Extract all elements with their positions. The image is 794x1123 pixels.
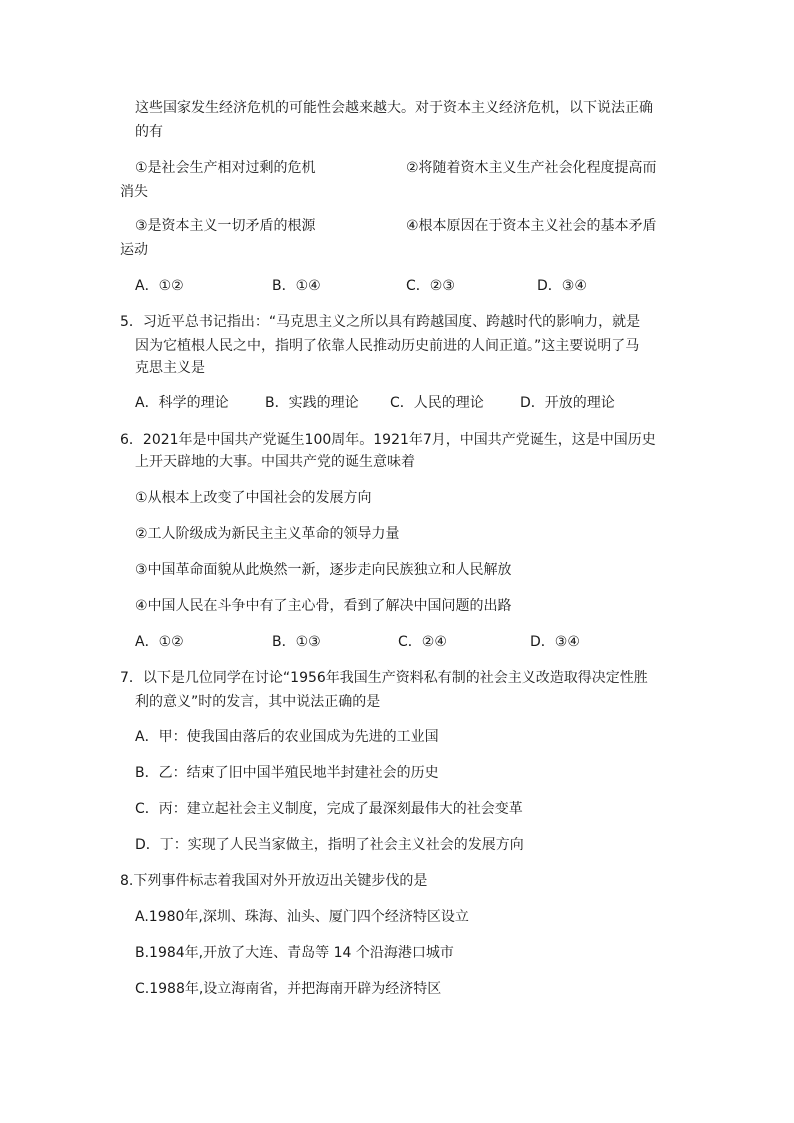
q5-option-d: D．开放的理论	[520, 395, 615, 411]
q7-option-c: C．丙：建立起社会主义制度，完成了最深刻最伟大的社会变革	[135, 801, 523, 817]
q7-option-d: D．丁：实现了人民当家做主，指明了社会主义社会的发展方向	[135, 837, 524, 853]
q5-stem-line-1: 5．习近平总书记指出：“马克思主义之所以具有跨越国度、跨越时代的影响力，就是	[120, 314, 641, 330]
q6-statement-3: ③中国革命面貌从此焕然一新，逐步走向民族独立和人民解放	[135, 562, 512, 578]
q6-statement-2: ②工人阶级成为新民主主义革命的领导力量	[135, 526, 400, 542]
q4-option-a: A．①②	[135, 278, 184, 294]
q7-option-a: A．甲：使我国由落后的农业国成为先进的工业国	[135, 729, 439, 745]
q7-stem-line-1: 7．以下是几位同学在讨论“1956年我国生产资料私有制的社会主义改造取得决定性胜	[120, 670, 648, 686]
q8-option-c: C.1988年,设立海南省，并把海南开辟为经济特区	[135, 981, 442, 997]
q8-option-b: B.1984年,开放了大连、青岛等 14 个沿海港口城市	[135, 945, 454, 961]
q6-option-c: C．②④	[398, 634, 447, 650]
q6-stem-line-1: 6．2021年是中国共产党诞生100周年。1921年7月，中国共产党诞生，这是中国历史	[120, 432, 656, 448]
q6-option-b: B．①③	[272, 634, 321, 650]
q7-stem-line-2: 利的意义”时的发言，其中说法正确的是	[135, 694, 381, 710]
q5-option-b: B．实践的理论	[265, 395, 359, 411]
q4-option-c: C．②③	[406, 278, 455, 294]
q4-stem-line-1: 这些国家发生经济危机的可能性会越来越大。对于资本主义经济危机，以下说法正确	[135, 100, 653, 116]
q5-stem-line-3: 克思主义是	[135, 360, 205, 376]
q4-option-b: B．①④	[272, 278, 321, 294]
q5-option-c: C．人民的理论	[390, 395, 484, 411]
q4-statement-4-cont: 运动	[120, 242, 148, 258]
q6-option-a: A．①②	[135, 634, 184, 650]
q4-statement-2: ②将随着资木主义生产社会化程度提高而	[406, 160, 657, 176]
q4-statement-4: ④根本原因在于资本主义社会的基本矛盾	[406, 218, 657, 234]
q8-stem-line-1: 8.下列事件标志着我国对外开放迈出关键步伐的是	[120, 873, 428, 889]
q4-stem-line-2: 的有	[135, 124, 163, 140]
q5-stem-line-2: 因为它植根人民之中，指明了依靠人民推动历史前进的人间正道。”这主要说明了马	[135, 338, 640, 354]
q6-statement-4: ④中国人民在斗争中有了主心骨，看到了解决中国问题的出路	[135, 598, 512, 614]
q4-statement-1: ①是社会生产相对过剩的危机	[135, 160, 316, 176]
q8-option-a: A.1980年,深圳、珠海、汕头、厦门四个经济特区设立	[135, 909, 469, 925]
q6-statement-1: ①从根本上改变了中国社会的发展方向	[135, 490, 372, 506]
q6-stem-line-2: 上开天辟地的大事。中国共产党的诞生意味着	[135, 454, 415, 470]
q4-statement-2-cont: 消失	[120, 184, 148, 200]
q4-option-d: D．③④	[537, 278, 587, 294]
q4-statement-3: ③是资本主义一切矛盾的根源	[135, 218, 316, 234]
q5-option-a: A．科学的理论	[135, 395, 229, 411]
q6-option-d: D．③④	[530, 634, 580, 650]
q7-option-b: B．乙：结束了旧中国半殖民地半封建社会的历史	[135, 765, 439, 781]
